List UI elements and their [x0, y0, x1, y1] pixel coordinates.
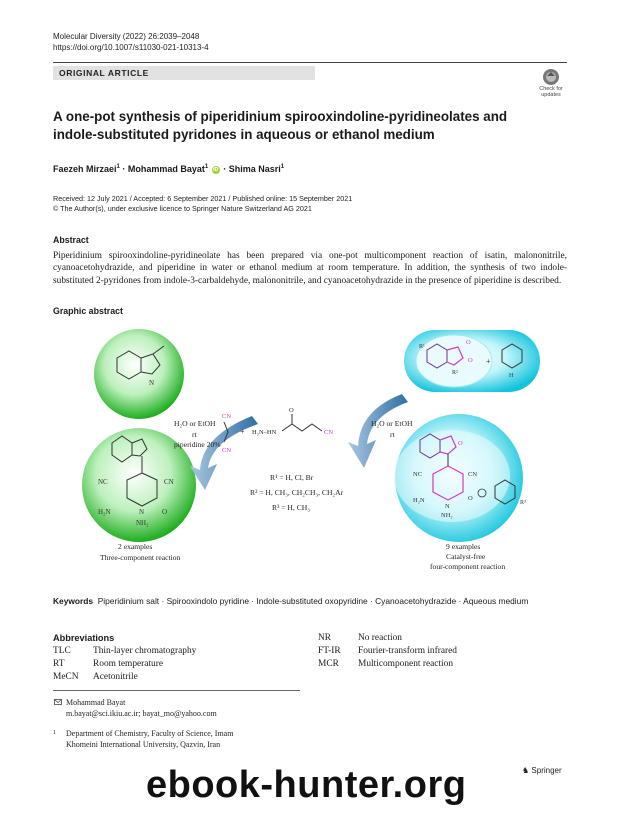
label-n: N [445, 503, 450, 510]
author-name: Mohammad Bayat [127, 164, 205, 174]
right-caption-type: four-component reaction [430, 562, 506, 571]
abbreviation-row: TLC Thin-layer chromatography [53, 646, 197, 656]
right-condition-solvent: H₂O or EtOH [371, 419, 413, 428]
label-r1: R¹ [419, 344, 425, 350]
isatin-piperidine-capsule [404, 330, 540, 392]
keywords [53, 596, 567, 607]
label-nh2: NH₂ [441, 512, 453, 519]
abbreviations-right [318, 632, 457, 671]
envelope-icon [54, 699, 62, 705]
right-caption-examples: 9 examples [446, 542, 481, 551]
spiro-product-sphere [394, 414, 526, 542]
label-hydrazide: H₂N–HN [252, 429, 277, 436]
label-h: H [509, 373, 514, 379]
graphic-abstract-figure [82, 328, 542, 574]
label-o: O [466, 339, 471, 346]
corresponding-author-name: Mohammad Bayat [66, 698, 126, 707]
author-name: Shima Nasri [228, 164, 281, 174]
article-title: A one-pot synthesis of piperidinium spirooxindoline-pyridineolates and indole-substituted pyridones in aqueous or ethanol medium [53, 109, 508, 142]
keywords-text: Piperidinium salt · Spirooxindolo pyridine · Indole-substituted oxopyridine · Cyanoacetohydrazide · Aqueous medium [97, 596, 529, 606]
label-n: N [139, 508, 145, 516]
left-condition-temp: rt [192, 430, 197, 439]
label-o: O [458, 440, 463, 447]
label-cn: CN [468, 471, 478, 478]
left-caption-type: Three-component reaction [100, 553, 181, 562]
keywords-label: Keywords [53, 596, 94, 606]
label-o: O [162, 508, 168, 516]
doi-link[interactable]: https://doi.org/10.1007/s11030-021-10313-4 [53, 43, 209, 52]
label-nc: NC [413, 471, 423, 478]
indole-sphere [94, 329, 184, 419]
article-type-label: ORIGINAL ARTICLE [53, 66, 315, 80]
publication-dates: Received: 12 July 2021 / Accepted: 6 September 2021 / Published online: 15 September 2021 © The Author(s), under exclusive licence to Springer Nature Switzerland AG 2021 [53, 194, 353, 213]
plus-sign: + [486, 357, 491, 366]
abstract-heading: Abstract [53, 235, 89, 245]
abbreviation-row: FT-IR Fourier-transform infrared [318, 646, 457, 656]
journal-citation: Molecular Diversity (2022) 26:2039–2048 [53, 32, 200, 41]
label-r2: R² [452, 370, 458, 376]
check-for-updates-label: Check for updates [539, 86, 563, 98]
label-nh2: NH₂ [136, 519, 149, 527]
corresponding-author [66, 697, 217, 719]
abbreviation-row: MCR Multicomponent reaction [318, 659, 454, 669]
affiliation-number: 1 [53, 730, 56, 736]
publisher-logo: ♞ Springer [522, 766, 562, 775]
abbreviation-row: MeCN Acetonitrile [53, 672, 138, 682]
label-nc: NC [98, 478, 108, 486]
header-rule [53, 62, 567, 63]
label-n: N [149, 379, 155, 387]
label-h2n: H₂N [413, 497, 425, 504]
springer-horse-icon: ♞ [522, 766, 530, 775]
label-o: O [468, 357, 473, 364]
abbreviations-left [53, 645, 196, 684]
left-caption-examples: 2 examples [118, 542, 153, 551]
label-r3: R³ [520, 500, 526, 506]
label-cn: CN [324, 429, 334, 436]
r2-definition: R² = H, CH₃, CH₂CH₃, CH₂Ar [250, 488, 344, 497]
footnote-rule [53, 690, 300, 691]
corresponding-author-email[interactable]: m.bayat@sci.ikiu.ac.ir; bayat_mo@yahoo.com [66, 709, 217, 718]
label-cn: CN [222, 447, 232, 454]
abstract-text: Piperidinium spirooxindoline-pyridineolate has been prepared via one-pot multicomponent reaction of isatin, malononitrile, cyanoacetohydrazide, and piperidine in water or ethanol medium at room temperature. In addition, the synthesis of two indole-substituted 2-pyridones from indole-3-carbaldehyde, malononitrile, and cyanoacetohydrazide in the presence of piperidine is described. [53, 251, 567, 286]
label-h2n: H₂N [98, 508, 111, 516]
left-condition-solvent: H₂O or EtOH [174, 419, 216, 428]
cyanoacetohydrazide-structure [252, 407, 333, 436]
r3-definition: R³ = H, CH₃ [272, 503, 310, 512]
label-o: O [289, 407, 294, 414]
label-cn: CN [164, 478, 174, 486]
right-caption-catalyst: Catalyst-free [446, 552, 486, 561]
graphic-abstract-heading: Graphic abstract [53, 306, 123, 316]
plus-sign: + [240, 427, 245, 436]
orcid-icon[interactable]: iD [213, 167, 219, 173]
author-list: Faezeh Mirzaei$^1$ · Mohammad Bayat$^1$ iD · Shima Nasri$^1$ [53, 164, 285, 174]
left-condition-catalyst: piperidine 20% [174, 440, 221, 449]
r1-definition: R¹ = H, Cl, Br [270, 473, 314, 482]
label-cn: CN [222, 413, 232, 420]
author-name: Faezeh Mirzaei [53, 164, 117, 174]
abbreviation-row: RT Room temperature [53, 659, 164, 669]
right-condition-temp: rt [390, 430, 395, 439]
abbreviation-row: NR No reaction [318, 633, 402, 643]
watermark: ebook-hunter.org [146, 764, 467, 806]
label-o: O [468, 495, 473, 502]
abbreviations-heading: Abbreviations [53, 633, 115, 643]
affiliation: Department of Chemistry, Faculty of Science, Imam Khomeini International University, Qazvin, Iran [66, 729, 234, 749]
